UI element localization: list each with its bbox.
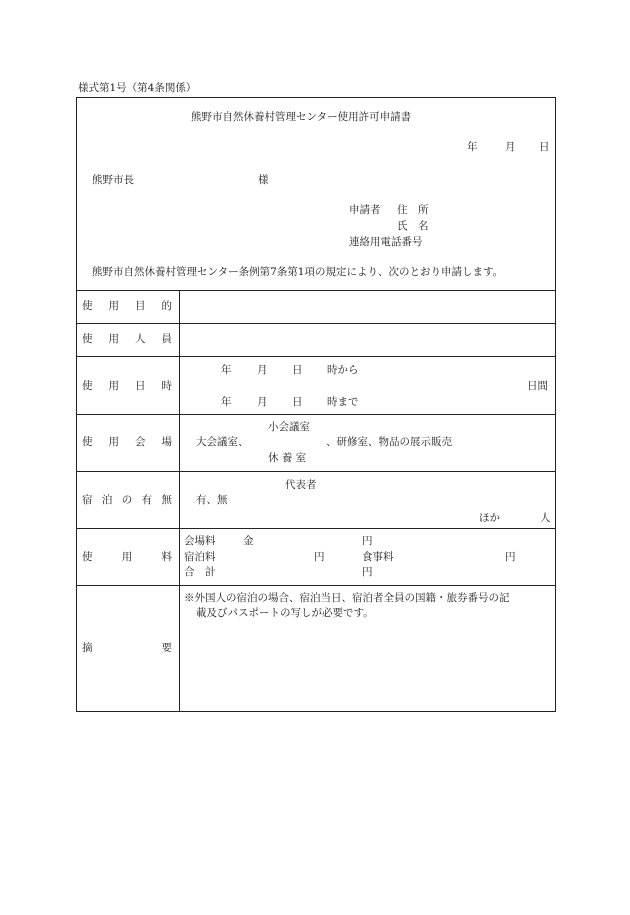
to-year[interactable]: 年 [221,396,232,408]
form-title: 熊野市自然休養村管理センター使用許可申請書 [191,111,412,123]
addressee-honorific: 様 [258,174,269,186]
row-divider [76,323,556,324]
lodging-others: ほか [479,512,500,524]
purpose-label: 使用目的 [82,300,172,312]
addressee-name: 熊野市長 [92,174,134,186]
applicant-name-label[interactable]: 氏 名 [397,220,429,232]
column-divider [179,290,180,712]
lodging-people-unit: 人 [540,512,551,524]
date-day[interactable]: 日 [539,141,550,153]
row-divider [76,471,556,472]
remarks-note-line2: 載及びパスポートの写しが必要です。 [196,607,374,619]
lodging-label: 宿泊の有無 [82,494,172,506]
fees-label: 使用料 [82,551,172,563]
row-divider [76,356,556,357]
people-field[interactable] [182,325,552,354]
venue-fee-unit[interactable]: 円 [362,535,373,547]
remarks-label: 摘要 [82,642,172,654]
total-label: 合 計 [184,566,216,578]
lodging-fee-label: 宿泊料 [184,551,216,563]
meal-fee-label: 食事料 [362,551,394,563]
row-divider [76,290,556,291]
to-day[interactable]: 日 [292,396,303,408]
row-divider [76,414,556,415]
total-unit[interactable]: 円 [362,566,373,578]
venue-others[interactable]: 、研修室、物品の展示販売 [326,436,452,448]
from-month[interactable]: 月 [257,364,268,376]
usage-days[interactable]: 日間 [527,380,548,392]
venue-rest-room[interactable]: 休 養 室 [268,452,307,464]
applicant-phone-label[interactable]: 連絡用電話番号 [349,236,423,248]
row-divider [76,585,556,586]
date-year[interactable]: 年 [467,141,478,153]
people-label: 使用人員 [82,333,172,345]
lodging-representative[interactable]: 代表者 [285,479,317,491]
datetime-label: 使用日時 [82,380,172,392]
remarks-field[interactable] [182,624,552,708]
venue-small-room[interactable]: 小会議室 [268,421,310,433]
venue-large-room[interactable]: 大会議室、 [196,436,249,448]
venue-fee-label: 会場料 [184,535,216,547]
applicant-address-label[interactable]: 住 所 [397,204,429,216]
to-time[interactable]: 時まで [327,396,359,408]
purpose-field[interactable] [182,292,552,321]
venue-label: 使用会場 [82,436,172,448]
statement: 熊野市自然休養村管理センター条例第7条第1項の規定により、次のとおり申請します。 [92,266,504,278]
lodging-fee-unit[interactable]: 円 [314,551,325,563]
from-day[interactable]: 日 [292,364,303,376]
row-divider [76,528,556,529]
from-time[interactable]: 時から [327,364,359,376]
remarks-note-line1: ※外国人の宿泊の場合、宿泊当日、宿泊者全員の国籍・旅券番号の記 [184,592,510,604]
venue-fee-prefix: 金 [243,535,254,547]
meal-fee-unit[interactable]: 円 [505,551,516,563]
to-month[interactable]: 月 [257,396,268,408]
applicant-label: 申請者 [349,204,381,216]
lodging-options[interactable]: 有、無 [196,494,228,506]
date-month[interactable]: 月 [505,141,516,153]
from-year[interactable]: 年 [221,364,232,376]
form-number: 様式第1号（第4条関係） [78,82,197,94]
